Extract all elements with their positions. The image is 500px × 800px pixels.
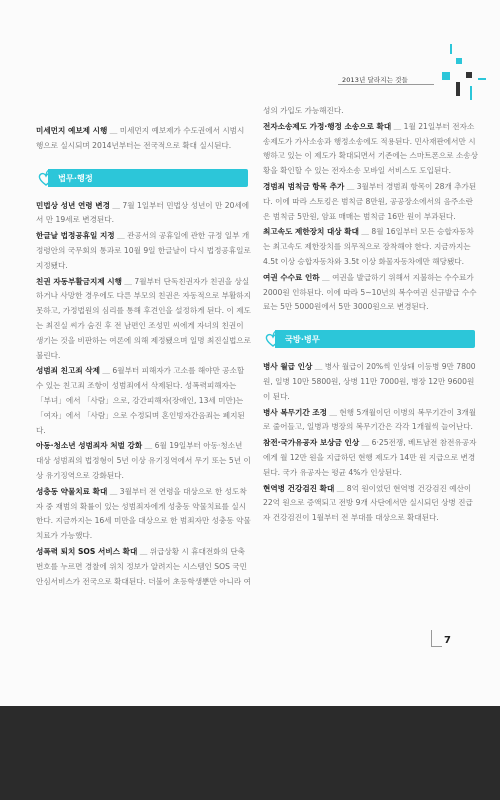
article-paragraph: 경범죄 범칙금 항목 추가 ＿ 3월부터 경범죄 항목이 28개 추가된다. 이에 따라 스토킹은 범칙금 8만원, 공공장소에서의 음주소란은 범칙금 5만원, 암표 매매는 범칙금 16만 원이 부과된다. xyxy=(263,181,477,221)
continuation-text: 성의 가입도 가능해진다. xyxy=(263,106,344,115)
page-number: 7 xyxy=(444,635,451,646)
item-title: 미세먼지 예보제 시행 xyxy=(36,126,108,135)
left-column xyxy=(36,124,251,590)
article-paragraph: 전자소송제도 가정·행정 소송으로 확대 ＿ 1월 21일부터 전자소송제도가 가사소송과 행정소송에도 적용된다. 민사재판에서만 시행하고 있는 이 제도가 확대되면서 기존에는 스마트폰으로 소송상황을 확인할 수 있는 전자소송 모바일 서비스도 도입된다. xyxy=(263,121,478,176)
item-body: 6월 19일부터 아동·청소년 대상 성범죄의 법정형이 5년 이상 유기징역에서 무기 또는 5년 이상 유기징역으로 강화된다. xyxy=(36,441,251,480)
article-paragraph: 병사 월급 인상 ＿ 병사 월급이 20%씩 인상돼 이등병 9만 7800원, 일병 10만 5800원, 상병 11만 7000원, 병장 12만 9600원이 된다. xyxy=(263,362,476,401)
item-title: 병사 복무기간 조정 xyxy=(263,407,327,417)
decorative-blocks-icon xyxy=(438,44,496,104)
item-title: 현역병 건강검진 확대 xyxy=(263,483,335,493)
item-body: 3월부터 경범죄 항목이 28개 추가된다. 이에 따라 스토킹은 범칙금 8만원, 공공장소에서의 음주소란은 범칙금 5만원, 암표 매매는 범칙금 16만 원이 부과된다. xyxy=(263,181,477,221)
item-title: 성범죄 친고죄 삭제 xyxy=(36,366,100,376)
header-rule xyxy=(338,84,434,85)
item-title: 병사 월급 인상 xyxy=(263,362,313,372)
page-number-mark xyxy=(431,630,442,647)
right-column xyxy=(263,104,478,527)
item-title: 경범죄 범칙금 항목 추가 xyxy=(263,181,345,191)
item-title: 여권 수수료 인하 xyxy=(263,272,320,282)
item-body: 7월부터 단독친권자가 친권을 상실하거나 사망한 경우에도 다른 부모의 친권은 자동적으로 부활하지 못하고, 가정법원의 심리를 통해 후견인을 설정하게 된다. 이 제도는 최진실 씨가 숨진 후 전 남편인 조성민 씨에게 자녀의 친권이 생기는 것을 비판하는 여론에 의해 제정됐으며 일명 최진실법으로 불린다. xyxy=(36,276,251,360)
running-header: 2013년 달라지는 것들 xyxy=(342,76,408,84)
item-title: 참전·국가유공자 보상금 인상 xyxy=(263,438,360,448)
article-paragraph: 친권 자동부활금지제 시행 ＿ 7월부터 단독친권자가 친권을 상실하거나 사망한 경우에도 다른 부모의 친권은 자동적으로 부활하지 못하고, 가정법원의 심리를 통해 후견인을 설정하게 된다. 이 제도는 최진실 씨가 숨진 후 전 남편인 조성민 씨에게 자녀의 친권이 생기는 것을 비판하는 여론에 의해 제정됐으며 일명 최진실법으로 불린다. xyxy=(36,276,251,360)
heart-sprout-icon xyxy=(263,329,283,349)
section-title: 국방·병무 xyxy=(275,330,475,348)
item-title: 민법상 성년 연령 변경 xyxy=(36,200,110,210)
article-paragraph: 한글날 법정공휴일 지정 ＿ 관공서의 공휴일에 관한 규정 일부 개정령안의 국무회의 통과로 10월 9일 한글날이 다시 법정공휴일로 지정됐다. xyxy=(36,231,251,270)
item-body: 1월 21일부터 전자소송제도가 가사소송과 행정소송에도 적용된다. 민사재판에서만 시행하고 있는 이 제도가 확대되면서 기존에는 스마트폰으로 소송상황을 확인할 수 있는 전자소송 모바일 서비스도 도입된다. xyxy=(263,121,478,176)
item-body: 현행 5개월이던 이병의 복무기간이 3개월로 줄어들고, 일병과 병장의 복무기간은 각각 1개월씩 늘어난다. xyxy=(263,407,477,432)
article-paragraph: 최고속도 제한장치 대상 확대 ＿ 8월 16일부터 모든 승합자동차는 최고속도 제한장치를 의무적으로 장착해야 한다. 지금까지는 4.5t 이상 승합자동차와 3.5t 이상 화물자동차에만 해당됐다. xyxy=(263,227,474,266)
article-paragraph: 현역병 건강검진 확대 ＿ 8억 원이었던 현역병 건강검진 예산이 22억 원으로 증액되고 전방 9개 사단에서만 실시되던 상병 진급자 건강검진이 1월부터 전 부대를 대상으로 확대된다. xyxy=(263,483,473,523)
article-paragraph: 여권 수수료 인하 ＿ 여권을 발급하기 위해서 지불하는 수수료가 2000원 인하된다. 이에 따라 5~10년의 복수여권 신규발급 수수료는 5만 5000원에서 5만 3000원으로 변경된다. xyxy=(263,272,477,312)
article-paragraph: 성충동 약물치료 확대 ＿ 3월부터 전 연령을 대상으로 한 성도착자 중 재범의 확률이 있는 성범죄자에게 성충동 약물치료를 실시한다. 지금까지는 16세 미만을 대상으로 한 범죄자만 성충동 약물치료가 가능했다. xyxy=(36,486,251,541)
item-body: 여권을 발급하기 위해서 지불하는 수수료가 2000원 인하된다. 이에 따라 5~10년의 복수여권 신규발급 수수료는 5만 5000원에서 5만 3000원으로 변경된다. xyxy=(263,272,477,312)
item-body: 위급상황 시 휴대전화의 단축번호를 누르면 경찰에 위치 정보가 알려지는 시스템인 SOS 국민안심서비스가 전국으로 확대된다. 더불어 초등학생뿐만 아니라 여 xyxy=(36,546,251,586)
section-header-defense xyxy=(263,328,478,350)
heart-sprout-icon xyxy=(36,168,56,188)
item-title: 성폭력 퇴치 SOS 서비스 확대 xyxy=(36,546,138,556)
article-paragraph: 아동·청소년 성범죄자 처벌 강화 ＿ 6월 19일부터 아동·청소년 대상 성범죄의 법정형이 5년 이상 유기징역에서 무기 또는 5년 이상 유기징역으로 강화된다. xyxy=(36,441,251,480)
item-body: 8억 원이었던 현역병 건강검진 예산이 22억 원으로 증액되고 전방 9개 사단에서만 실시되던 상병 진급자 건강검진이 1월부터 전 부대를 대상으로 확대된다. xyxy=(263,483,473,523)
intro-paragraph: 미세먼지 예보제 시행 ＿ 미세먼지 예보제가 수도권에서 시범시행으로 실시되며 2014년부터는 전국적으로 확대 실시된다. xyxy=(36,126,245,150)
item-body: 7월 1일부터 민법상 성년이 만 20세에서 만 19세로 변경된다. xyxy=(36,200,250,225)
article-paragraph: 성폭력 퇴치 SOS 서비스 확대 ＿ 위급상황 시 휴대전화의 단축번호를 누르면 경찰에 위치 정보가 알려지는 시스템인 SOS 국민안심서비스가 전국으로 확대된다. 더불어 초등학생뿐만 아니라 여 xyxy=(36,546,251,586)
section-title: 법무·행정 xyxy=(48,169,248,187)
item-title: 전자소송제도 가정·행정 소송으로 확대 xyxy=(263,121,392,131)
article-paragraph: 성범죄 친고죄 삭제 ＿ 6월부터 피해자가 고소를 해야만 공소할 수 있는 친고죄 조항이 성범죄에서 삭제된다. 성폭력피해자는 「부녀」에서 「사람」으로, 강간피해자(장애인, 13세 미만)는 「여자」에서 「사람」으로 수정되며 혼인빙자간음죄는 폐지된다. xyxy=(36,366,245,435)
item-title: 아동·청소년 성범죄자 처벌 강화 xyxy=(36,441,143,451)
item-title: 한글날 법정공휴일 지정 xyxy=(36,231,115,241)
viewer-footer-band xyxy=(0,706,500,800)
item-body: 8월 16일부터 모든 승합자동차는 최고속도 제한장치를 의무적으로 장착해야 한다. 지금까지는 4.5t 이상 승합자동차와 3.5t 이상 화물자동차에만 해당됐다. xyxy=(263,227,474,266)
article-paragraph: 민법상 성년 연령 변경 ＿ 7월 1일부터 민법상 성년이 만 20세에서 만 19세로 변경된다. xyxy=(36,200,250,225)
item-title: 친권 자동부활금지제 시행 xyxy=(36,276,122,286)
item-body: 관공서의 공휴일에 관한 규정 일부 개정령안의 국무회의 통과로 10월 9일 한글날이 다시 법정공휴일로 지정됐다. xyxy=(36,231,251,270)
item-title: 성충동 약물치료 확대 xyxy=(36,486,108,496)
item-body: 병사 월급이 20%씩 인상돼 이등병 9만 7800원, 일병 10만 5800원, 상병 11만 7000원, 병장 12만 9600원이 된다. xyxy=(263,362,476,401)
section-header-law xyxy=(36,167,251,189)
item-body: 6월부터 피해자가 고소를 해야만 공소할 수 있는 친고죄 조항이 성범죄에서 삭제된다. 성폭력피해자는 「부녀」에서 「사람」으로, 강간피해자(장애인, 13세 미만)는 「여자」에서 「사람」으로 수정되며 혼인빙자간음죄는 폐지된다. xyxy=(36,366,245,435)
article-paragraph: 병사 복무기간 조정 ＿ 현행 5개월이던 이병의 복무기간이 3개월로 줄어들고, 일병과 병장의 복무기간은 각각 1개월씩 늘어난다. xyxy=(263,407,477,432)
item-title: 최고속도 제한장치 대상 확대 xyxy=(263,227,359,237)
item-body: 3월부터 전 연령을 대상으로 한 성도착자 중 재범의 확률이 있는 성범죄자에게 성충동 약물치료를 실시한다. 지금까지는 16세 미만을 대상으로 한 범죄자만 성충동 약물치료가 가능했다. xyxy=(36,486,251,541)
item-body: 미세먼지 예보제가 수도권에서 시범시행으로 실시되며 2014년부터는 전국적으로 확대 실시된다. xyxy=(36,126,245,150)
article-paragraph: 참전·국가유공자 보상금 인상 ＿ 6·25전쟁, 베트남전 참전유공자에게 월 12만 원을 지급하던 현행 제도가 14만 원 지급으로 변경된다. 국가 유공자는 평균 4%가 인상된다. xyxy=(263,438,477,477)
item-body: 6·25전쟁, 베트남전 참전유공자에게 월 12만 원을 지급하던 현행 제도가 14만 원 지급으로 변경된다. 국가 유공자는 평균 4%가 인상된다. xyxy=(263,438,477,477)
